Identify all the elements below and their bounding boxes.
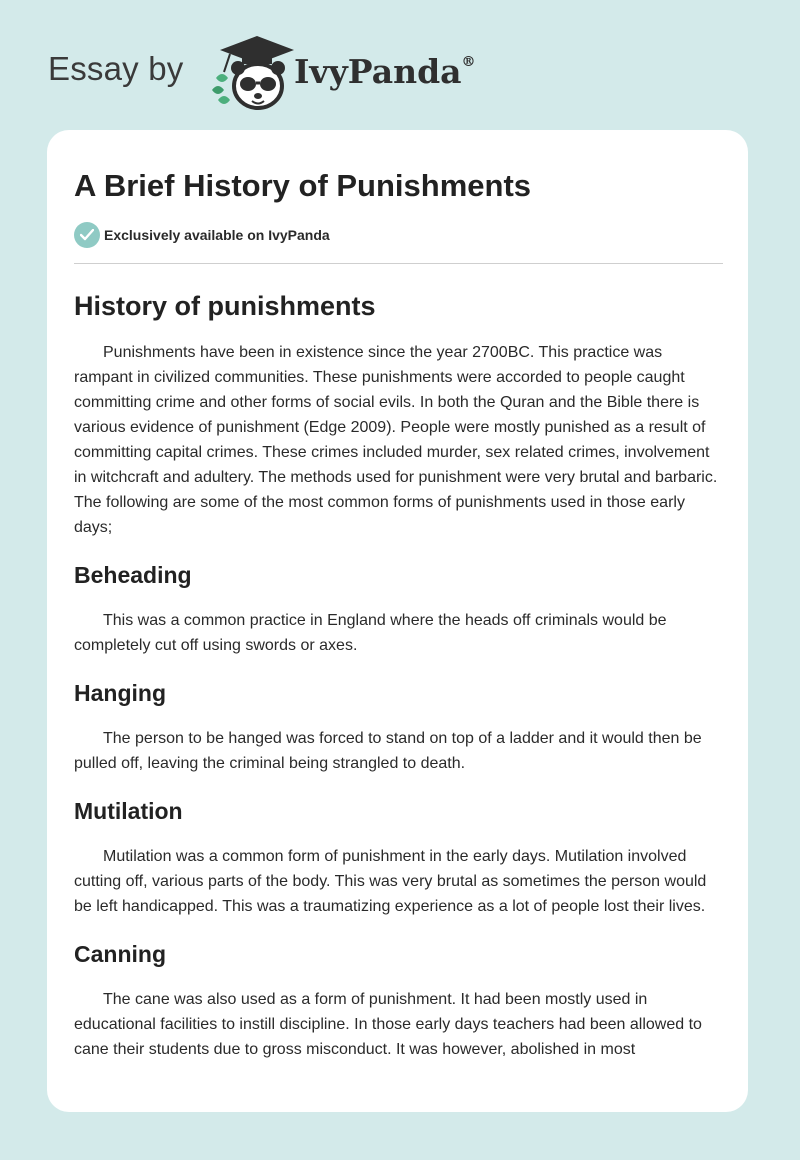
essay-by-label: Essay by [48,50,184,87]
paragraph-beheading: This was a common practice in England where the heads off criminals would be completely cut off using swords or axes. [74,612,667,654]
paragraph-mutilation: Mutilation was a common form of punishment in the early days. Mutilation involved cutting off, various parts of the body. This was very brutal as sometimes the person would be left handicapped. This was a traumatizing experience as a lot of people lost their lives. [74,848,707,915]
brand-name[interactable]: IvyPanda® [294,52,476,91]
heading-canning: Canning [74,941,166,967]
heading-hanging: Hanging [74,680,166,706]
site-header [48,34,648,114]
exclusive-badge [74,222,722,248]
badge-text: Exclusively available on IvyPanda [104,227,330,243]
check-circle-icon [74,222,100,248]
page-title: A Brief History of Punishments [74,168,532,203]
divider [74,263,723,264]
essay-content [74,130,722,1062]
intro-paragraph: Punishments have been in existence since the year 2700BC. This practice was rampant in civilized communities. These punishments were accorded to people caught committing crime and other forms of social evils. In both the Quran and the Bible there is various evidence of punishment (Edge 2009). People were mostly punished as a result of committing capital crimes. These crimes included murder, sex related crimes, involvement in witchcraft and adultery. The methods used for punishment were very brutal and barbaric. The following are some of the most common forms of punishments used in those early days; [74,344,718,536]
paragraph-canning: The cane was also used as a form of punishment. It had been mostly used in educational facilities to instill discipline. In those early days teachers had been allowed to cane their students due to gross misconduct. It was however, abolished in most [74,991,702,1058]
section-heading: History of punishments [74,291,376,321]
paragraph-hanging: The person to be hanged was forced to stand on top of a ladder and it would then be pulled off, leaving the criminal being strangled to death. [74,730,702,772]
heading-mutilation: Mutilation [74,798,183,824]
essay-card [47,130,748,1112]
heading-beheading: Beheading [74,562,192,588]
registered-mark: ® [461,54,476,70]
